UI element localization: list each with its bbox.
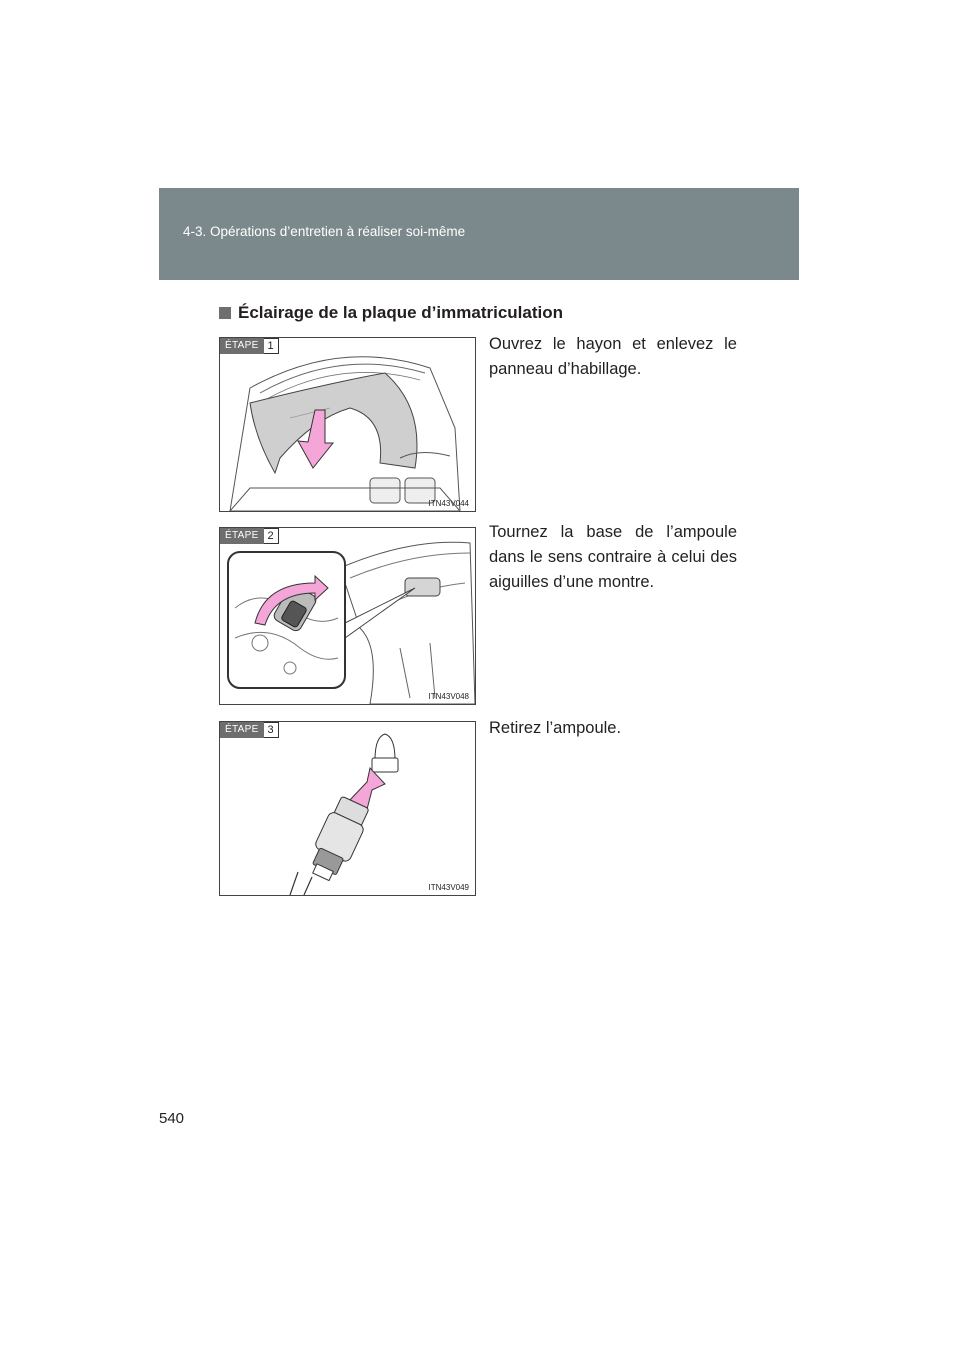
step-2-badge (220, 528, 279, 544)
chapter-header (159, 188, 799, 280)
chapter-title: 4-3. Opérations d’entretien à réaliser soi-même (183, 224, 466, 239)
figure-code: ITN43V048 (428, 692, 469, 701)
liftgate-trim-illustration (220, 338, 475, 511)
step-badge-label: ÉTAPE (220, 528, 264, 544)
step-2-figure (219, 527, 476, 705)
step-badge-number: 3 (264, 722, 279, 738)
step-badge-number: 1 (264, 338, 279, 354)
section-title-text: Éclairage de la plaque d’immatriculation (238, 303, 563, 322)
step-badge-label: ÉTAPE (220, 338, 264, 354)
figure-code: ITN43V044 (428, 499, 469, 508)
step-3-figure (219, 721, 476, 896)
square-bullet-icon (219, 307, 231, 319)
step-1-text: Ouvrez le hayon et enlevez le panneau d’habillage. (489, 335, 737, 378)
figure-code: ITN43V049 (428, 883, 469, 892)
bulb-socket-illustration (220, 528, 475, 704)
step-3-text: Retirez l’ampoule. (489, 719, 622, 737)
step-badge-number: 2 (264, 528, 279, 544)
step-3-badge (220, 722, 279, 738)
step-1-badge (220, 338, 279, 354)
page-number: 540 (159, 1110, 185, 1127)
bulb-icon (372, 734, 398, 772)
bulb-removal-illustration (220, 722, 475, 895)
step-2-text: Tournez la base de l’ampoule dans le sens contraire à celui des aiguilles d’une montre. (489, 523, 737, 591)
section-title (219, 303, 563, 323)
step-1-figure (219, 337, 476, 512)
step-badge-label: ÉTAPE (220, 722, 264, 738)
